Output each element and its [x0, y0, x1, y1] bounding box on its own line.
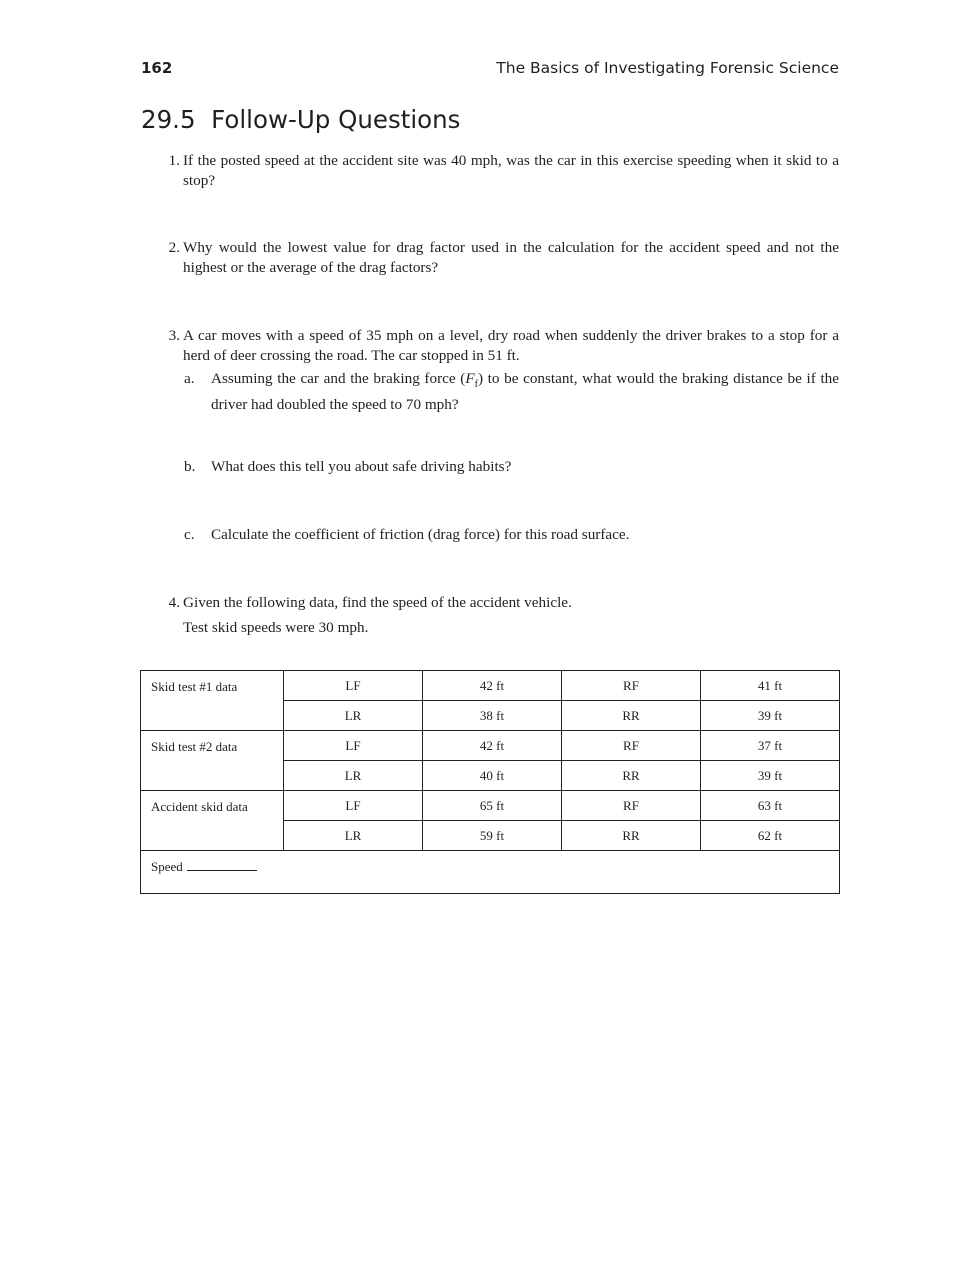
- question-text: A car moves with a speed of 35 mph on a level, dry road when suddenly the driver brakes to a stop for a herd of deer crossing the road. The car stopped in 51 ft.: [183, 327, 839, 364]
- table-cell: 38 ft: [423, 701, 562, 731]
- question-2: [160, 238, 839, 277]
- table-cell: LR: [284, 761, 423, 791]
- table-cell: 41 ft: [701, 671, 840, 701]
- table-cell: RF: [562, 791, 701, 821]
- question-text: If the posted speed at the accident site was 40 mph, was the car in this exercise speeding when it skid to a stop?: [183, 152, 839, 189]
- question-number: 3.: [168, 327, 180, 344]
- table-cell: 62 ft: [701, 821, 840, 851]
- table-cell: 39 ft: [701, 761, 840, 791]
- question-3b: [184, 457, 839, 477]
- table-cell: 42 ft: [423, 731, 562, 761]
- table-row: [141, 671, 840, 701]
- table-cell: 63 ft: [701, 791, 840, 821]
- table-row: [141, 791, 840, 821]
- page-number: 162: [141, 59, 173, 77]
- row-group-label: Accident skid data: [141, 791, 284, 851]
- table-cell: 39 ft: [701, 701, 840, 731]
- table-row: [141, 731, 840, 761]
- sub-question-letter: b.: [184, 458, 196, 475]
- question-3c: [184, 525, 839, 545]
- sub-question-text-after: ) to be constant, what would the braking distance be if the driver had doubled the speed to 70 mph?: [211, 370, 839, 413]
- sub-question-letter: c.: [184, 526, 195, 543]
- force-subscript: f: [474, 379, 478, 391]
- running-head: The Basics of Investigating Forensic Science: [496, 59, 839, 77]
- question-text: Why would the lowest value for drag factor used in the calculation for the accident speed and not the highest or the average of the drag factors?: [183, 239, 839, 276]
- table-row: [141, 851, 840, 894]
- question-3a: [184, 369, 839, 414]
- table-cell: 65 ft: [423, 791, 562, 821]
- question-3: [160, 326, 839, 365]
- question-text: Given the following data, find the speed of the accident vehicle.: [183, 594, 572, 611]
- section-title-text: Follow-Up Questions: [211, 105, 461, 134]
- question-number: 1.: [168, 152, 180, 169]
- table-cell: RR: [562, 761, 701, 791]
- table-cell: RF: [562, 671, 701, 701]
- speed-cell: [141, 851, 840, 894]
- table-cell: RR: [562, 701, 701, 731]
- force-symbol: F: [465, 370, 475, 387]
- sub-question-text: Calculate the coefficient of friction (drag force) for this road surface.: [211, 526, 630, 543]
- sub-question-text: [211, 369, 839, 414]
- table-cell: 42 ft: [423, 671, 562, 701]
- skid-data-table: [140, 670, 840, 894]
- table-cell: LF: [284, 791, 423, 821]
- question-number: 2.: [168, 239, 180, 256]
- row-group-label: Skid test #2 data: [141, 731, 284, 791]
- sub-question-text: What does this tell you about safe driving habits?: [211, 458, 512, 475]
- table-cell: RF: [562, 731, 701, 761]
- table-cell: 40 ft: [423, 761, 562, 791]
- question-number: 4.: [168, 594, 180, 611]
- sub-question-text-before: Assuming the car and the braking force (: [211, 370, 466, 387]
- speed-answer-blank[interactable]: [187, 870, 257, 871]
- table-cell: LR: [284, 701, 423, 731]
- section-title: [141, 105, 460, 134]
- sub-question-letter: a.: [184, 370, 195, 387]
- table-cell: LR: [284, 821, 423, 851]
- question-4: [160, 593, 839, 613]
- question-4-note: Test skid speeds were 30 mph.: [183, 619, 369, 636]
- question-1: [160, 151, 839, 190]
- table-cell: RR: [562, 821, 701, 851]
- table-cell: 37 ft: [701, 731, 840, 761]
- section-number: 29.5: [141, 105, 196, 134]
- table-cell: LF: [284, 731, 423, 761]
- speed-label: Speed: [151, 859, 183, 874]
- table-cell: 59 ft: [423, 821, 562, 851]
- table-cell: LF: [284, 671, 423, 701]
- row-group-label: Skid test #1 data: [141, 671, 284, 731]
